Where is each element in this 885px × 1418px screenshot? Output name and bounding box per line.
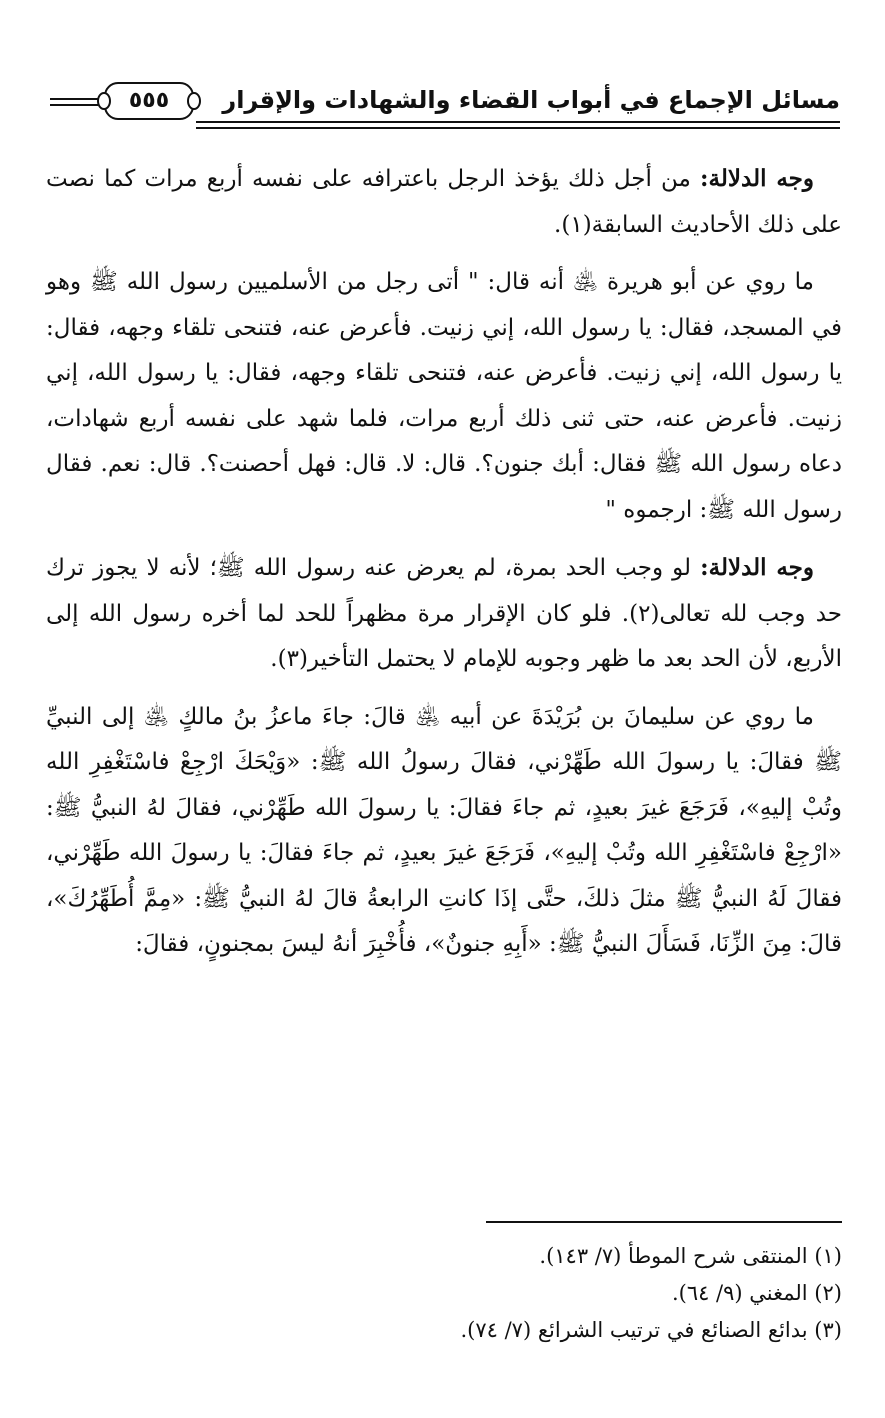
paragraph-text: ما روي عن سليمانَ بن بُرَيْدَةَ عن أبيه ﵁ قالَ: جاءَ ماعزُ بنُ مالكٍ ﵁ إلى النبيِّ ﷺ فقالَ: يا رسولَ الله طَهِّرْني، فقالَ رسولُ الله ﷺ: «وَيْحَكَ ارْجِعْ فاسْتَغْفِرِ الله وتُبْ إليهِ»، فَرَجَعَ غيرَ بعيدٍ، ثم جاءَ فقالَ: يا رسولَ الله طَهِّرْني، فقالَ لهُ النبيُّ ﷺ: «ارْجِعْ فاسْتَغْفِرِ الله وتُبْ إليهِ»، فَرَجَعَ غيرَ بعيدٍ، ثم جاءَ فقالَ: يا رسولَ الله طَهِّرْني، فقالَ لَهُ النبيُّ ﷺ مثلَ ذلكَ، حتَّى إذَا كانتِ الرابعةُ قالَ لهُ النبيُّ ﷺ: «مِمَّ أُطَهِّرُكَ»، قالَ: مِنَ الزِّنَا، فَسَأَلَ النبيُّ ﷺ: «أَبِهِ جنونٌ»، فأُخْبِرَ أنهُ ليسَ بمجنونٍ، فقالَ: <box>46 703 842 957</box>
page-header <box>50 78 840 128</box>
header-rule <box>196 121 840 123</box>
running-title: مسائل الإجماع في أبواب القضاء والشهادات والإقرار <box>222 86 840 114</box>
paragraph-text: لو وجب الحد بمرة، لم يعرض عنه رسول الله ﷺ؛ لأنه لا يجوز ترك حد وجب لله تعالى(٢). فلو كان الإقرار مرة مظهراً للحد لما أخره رسول الله إلى الأربع، لأن الحد بعد ما ظهر وجوبه للإمام لا يحتمل التأخير(٣). <box>46 555 842 672</box>
footnote-separator <box>486 1221 842 1223</box>
footnote-1: (١) المنتقى شرح الموطأ (٧/ ١٤٣). <box>539 1244 842 1268</box>
paragraph-1 <box>46 156 842 248</box>
page-number: ٥٥٥ <box>104 82 194 120</box>
paragraph-2 <box>46 260 842 533</box>
header-rule-second <box>196 127 840 129</box>
paragraph-text: من أجل ذلك يؤخذ الرجل باعترافه على نفسه أربع مرات كما نصت على ذلك الأحاديث السابقة(١). <box>46 166 842 238</box>
paragraph-label: وجه الدلالة: <box>700 554 814 581</box>
paragraph-4 <box>46 695 842 968</box>
paragraph-label: وجه الدلالة: <box>700 165 814 192</box>
footnotes <box>46 1222 842 1349</box>
footnote-3: (٣) بدائع الصنائع في ترتيب الشرائع (٧/ ٧٤). <box>460 1318 842 1342</box>
paragraph-3 <box>46 545 842 683</box>
header-rule-left-second <box>50 104 98 106</box>
main-text <box>46 156 842 980</box>
footnote-2: (٢) المغني (٩/ ٦٤). <box>671 1281 842 1305</box>
header-rule-left <box>50 98 98 100</box>
paragraph-text: ما روي عن أبو هريرة ﵁ أنه قال: " أتى رجل من الأسلميين رسول الله ﷺ وهو في المسجد، فقال: يا رسول الله، إني زنيت. فأعرض عنه، فتنحى تلقاء وجهه، فقال: يا رسول الله، إني زنيت. فأعرض عنه، فتنحى تلقاء وجهه، فقال: يا رسول الله، إني زنيت. فأعرض عنه، حتى ثنى ذلك أربع مرات، فلما شهد على نفسه أربع شهادات، دعاه رسول الله ﷺ فقال: أبك جنون؟. قال: لا. قال: فهل أحصنت؟. قال: نعم. فقال رسول الله ﷺ: ارجموه " <box>46 269 842 523</box>
